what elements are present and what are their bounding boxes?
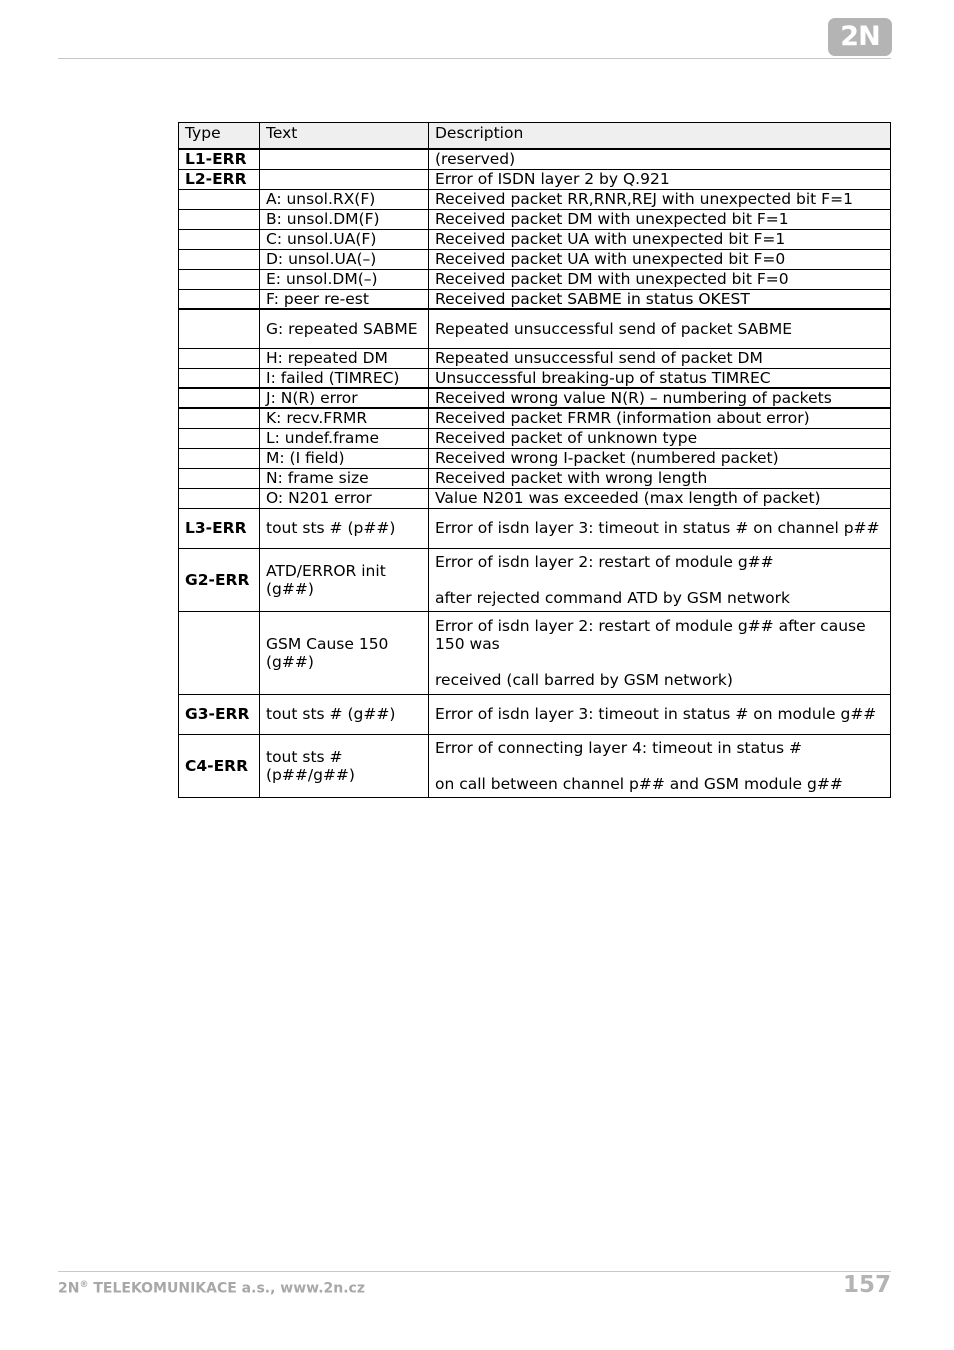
page-number: 157	[842, 1272, 891, 1298]
cell-description: Error of isdn layer 3: timeout in status # on channel p##	[429, 508, 891, 548]
cell-text: I: failed (TIMREC)	[260, 368, 429, 388]
cell-description: Error of isdn layer 3: timeout in status # on module g##	[429, 694, 891, 734]
cell-text: N: frame size	[260, 468, 429, 488]
cell-description: (reserved)	[429, 149, 891, 169]
table-row	[179, 309, 891, 348]
cell-text: GSM Cause 150 (g##)	[260, 611, 429, 694]
cell-description: Received packet with wrong length	[429, 468, 891, 488]
cell-text: O: N201 error	[260, 488, 429, 508]
footer-company-name: 2N	[58, 1280, 80, 1297]
table-row	[179, 229, 891, 249]
cell-type	[179, 488, 260, 508]
cell-text: K: recv.FRMR	[260, 408, 429, 428]
cell-type	[179, 189, 260, 209]
cell-text	[260, 169, 429, 189]
table-row	[179, 468, 891, 488]
cell-text: G: repeated SABME	[260, 309, 429, 348]
table-row	[179, 611, 891, 694]
table-row	[179, 548, 891, 611]
cell-type	[179, 289, 260, 309]
cell-type	[179, 348, 260, 368]
table-row	[179, 488, 891, 508]
table-row	[179, 508, 891, 548]
cell-text: D: unsol.UA(–)	[260, 249, 429, 269]
error-code-table	[178, 122, 891, 798]
footer-company	[58, 1280, 365, 1297]
cell-text: L: undef.frame	[260, 428, 429, 448]
table-row	[179, 694, 891, 734]
header-text: Text	[260, 123, 429, 150]
cell-description: Received packet DM with unexpected bit F=1	[429, 209, 891, 229]
cell-description: Received wrong I-packet (numbered packet)	[429, 448, 891, 468]
cell-description: Error of connecting layer 4: timeout in status # on call between channel p## and GSM module g##	[429, 734, 891, 797]
cell-type: G2-ERR	[179, 548, 260, 611]
cell-text: J: N(R) error	[260, 388, 429, 408]
table-row	[179, 209, 891, 229]
table-header-row	[179, 123, 891, 150]
cell-text: ATD/ERROR init (g##)	[260, 548, 429, 611]
table-row	[179, 289, 891, 309]
table-row	[179, 269, 891, 289]
cell-description: Value N201 was exceeded (max length of packet)	[429, 488, 891, 508]
cell-description: Received wrong value N(R) – numbering of packets	[429, 388, 891, 408]
table-row	[179, 428, 891, 448]
cell-text: B: unsol.DM(F)	[260, 209, 429, 229]
cell-type	[179, 611, 260, 694]
cell-description: Error of isdn layer 2: restart of module g## after rejected command ATD by GSM network	[429, 548, 891, 611]
cell-type: L3-ERR	[179, 508, 260, 548]
cell-text: F: peer re-est	[260, 289, 429, 309]
cell-text: H: repeated DM	[260, 348, 429, 368]
table-row	[179, 348, 891, 368]
header-type: Type	[179, 123, 260, 150]
cell-type	[179, 428, 260, 448]
table-row	[179, 734, 891, 797]
table-row	[179, 408, 891, 428]
company-logo	[828, 18, 892, 56]
table-row	[179, 169, 891, 189]
cell-type	[179, 269, 260, 289]
cell-description: Received packet DM with unexpected bit F=0	[429, 269, 891, 289]
cell-description: Repeated unsuccessful send of packet SABME	[429, 309, 891, 348]
cell-text: E: unsol.DM(–)	[260, 269, 429, 289]
cell-type	[179, 249, 260, 269]
cell-type	[179, 468, 260, 488]
cell-description: Received packet UA with unexpected bit F=0	[429, 249, 891, 269]
cell-description: Received packet of unknown type	[429, 428, 891, 448]
cell-type	[179, 229, 260, 249]
cell-description: Unsuccessful breaking-up of status TIMREC	[429, 368, 891, 388]
table-row	[179, 388, 891, 408]
logo-text: 2N	[840, 21, 880, 52]
cell-text: M: (I field)	[260, 448, 429, 468]
header-description: Description	[429, 123, 891, 150]
cell-type	[179, 388, 260, 408]
cell-type	[179, 368, 260, 388]
cell-type	[179, 309, 260, 348]
cell-type: L1-ERR	[179, 149, 260, 169]
cell-description: Received packet UA with unexpected bit F=1	[429, 229, 891, 249]
cell-text: tout sts # (p##/g##)	[260, 734, 429, 797]
cell-type: G3-ERR	[179, 694, 260, 734]
cell-type: L2-ERR	[179, 169, 260, 189]
cell-text: tout sts # (p##)	[260, 508, 429, 548]
cell-description: Received packet FRMR (information about error)	[429, 408, 891, 428]
cell-type	[179, 448, 260, 468]
table-row	[179, 189, 891, 209]
footer-company-rest: TELEKOMUNIKACE a.s., www.2n.cz	[88, 1280, 365, 1297]
table-row	[179, 368, 891, 388]
cell-type	[179, 408, 260, 428]
cell-description: Repeated unsuccessful send of packet DM	[429, 348, 891, 368]
cell-type	[179, 209, 260, 229]
cell-description: Error of ISDN layer 2 by Q.921	[429, 169, 891, 189]
registered-mark: ®	[79, 1280, 89, 1290]
cell-description: Received packet SABME in status OKEST	[429, 289, 891, 309]
cell-description: Error of isdn layer 2: restart of module g## after cause 150 was received (call barred by GSM network)	[429, 611, 891, 694]
footer-divider	[58, 1271, 891, 1272]
header-divider	[58, 58, 891, 59]
cell-text	[260, 149, 429, 169]
cell-text: tout sts # (g##)	[260, 694, 429, 734]
cell-text: C: unsol.UA(F)	[260, 229, 429, 249]
table-row	[179, 249, 891, 269]
cell-text: A: unsol.RX(F)	[260, 189, 429, 209]
cell-type: C4-ERR	[179, 734, 260, 797]
cell-description: Received packet RR,RNR,REJ with unexpected bit F=1	[429, 189, 891, 209]
table-row	[179, 448, 891, 468]
table-row	[179, 149, 891, 169]
